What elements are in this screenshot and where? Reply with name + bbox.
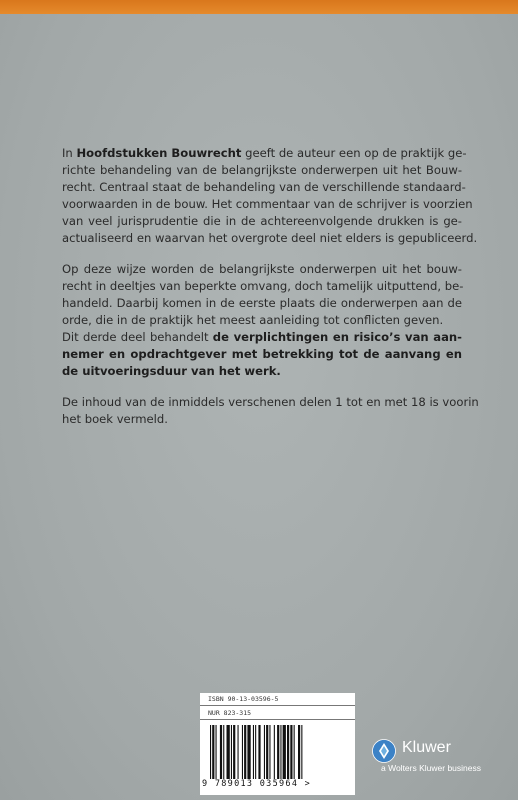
p1-line-3: recht. Centraal staat de behandeling van de verschillende standaard- [62,180,466,194]
paragraph-3 [62,394,479,428]
p1-line-6: actualiseerd en waarvan het overgrote deel niet elders is gepubliceerd. [62,231,478,245]
p1-line-1: In Hoofdstukken Bouwrecht geeft de auteur een op de praktijk ge- [62,146,467,160]
isbn-text: ISBN 90-13-03596-5 [200,693,355,706]
p2-line-1: Op deze wijze worden de belangrijkste onderwerpen uit het bouw- [62,262,462,276]
orange-top-band [0,0,518,14]
p1-line-2: richte behandeling van de belangrijkste onderwerpen uit het Bouw- [62,163,462,177]
blurb-text [62,145,479,442]
barcode-digits: 9 789013 035964 > [202,779,312,789]
emphasis-3: de uitvoeringsduur van het werk. [62,364,281,378]
emphasis-1: de verplichtingen en risico’s van aan- [212,330,462,344]
p2-line-5: Dit derde deel behandelt de verplichtingen en risico’s van aan- [62,330,462,344]
emphasis-2: nemer en opdrachtgever met betrekking tot de aanvang en [62,347,462,361]
p2-line-4: orde, die in de praktijk het meest aanleiding tot conflicten geven. [62,313,444,327]
p1-line-5: van veel jurisprudentie die in de achtereenvolgende drukken is ge- [62,214,462,228]
book-title: Hoofdstukken Bouwrecht [76,146,242,160]
barcode-label [200,693,355,795]
kluwer-logo-icon [372,739,396,763]
paragraph-2 [62,261,462,380]
publisher-tagline: a Wolters Kluwer business [381,763,481,773]
p2-line-6 [62,346,462,363]
p3-line-2: het boek vermeld. [62,412,168,426]
barcode-bars [210,725,350,779]
p2-line-3: handeld. Daarbij komen in de eerste plaats die onderwerpen aan de [62,296,462,310]
paragraph-1 [62,145,478,247]
nur-text: NUR 823-315 [200,707,355,720]
p2-line-2: recht in deeltjes van beperkte omvang, doch tamelijk uitputtend, be- [62,279,464,293]
p3-line-1: De inhoud van de inmiddels verschenen delen 1 tot en met 18 is voorin [62,395,479,409]
p2-line-7 [62,363,462,380]
publisher-name: Kluwer [402,739,451,756]
publisher-logo [372,739,492,779]
p1-line-4: voorwaarden in de bouw. Het commentaar van de schrijver is voorzien [62,197,473,211]
